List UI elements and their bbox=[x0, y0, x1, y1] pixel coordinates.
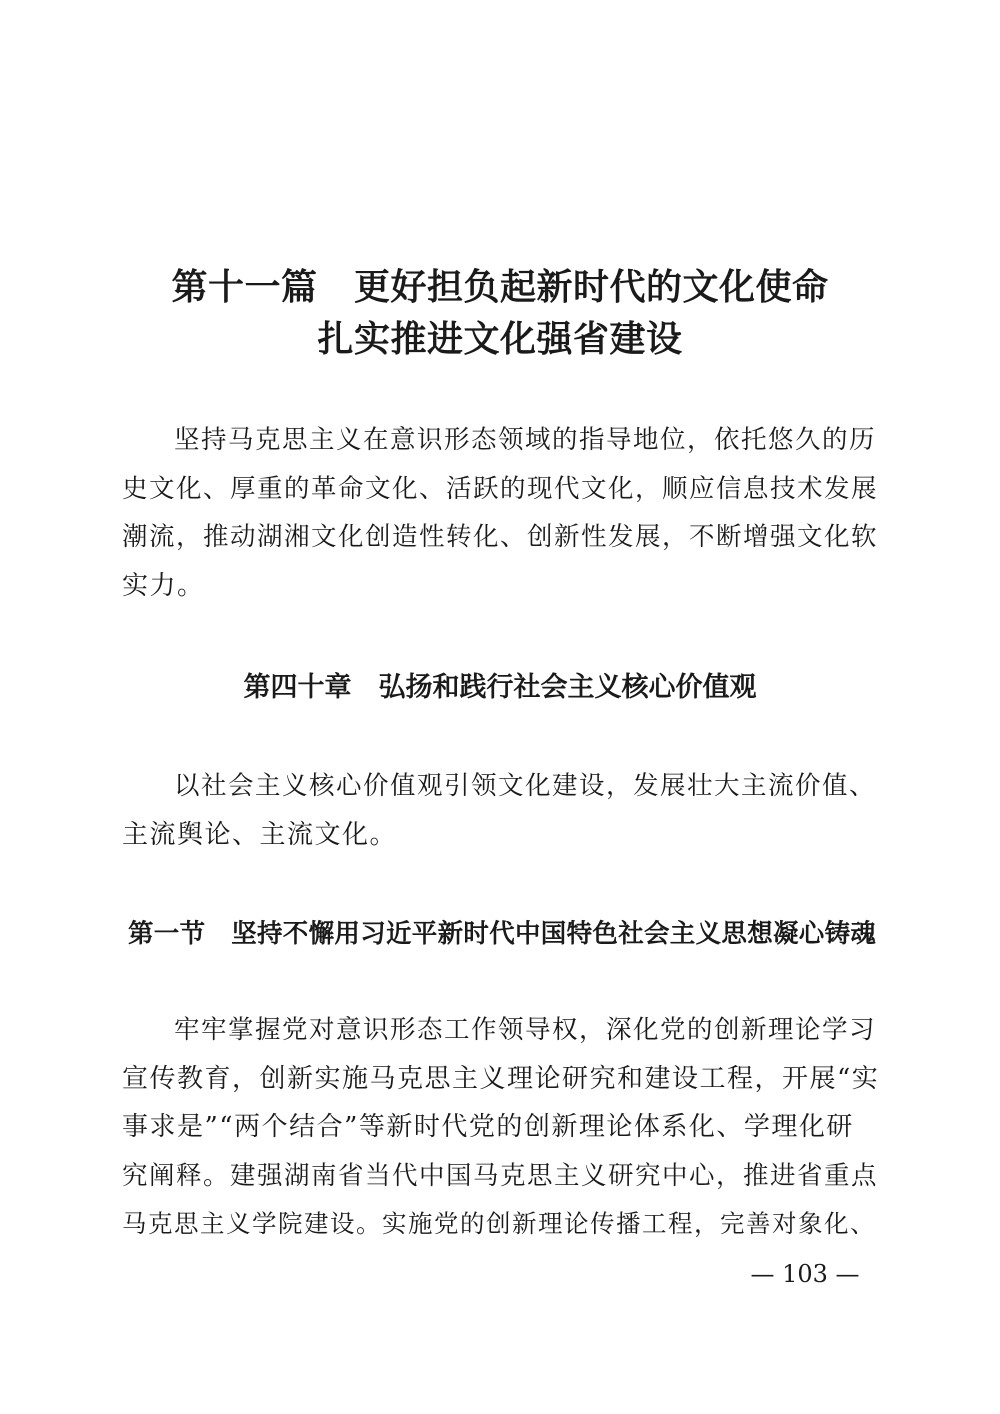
intro-line-3: 潮流，推动湖湘文化创造性转化、创新性发展，不断增强文化软 bbox=[122, 522, 879, 552]
section-title: 第一节 坚持不懈用习近平新时代中国特色社会主义思想凝心铸魂 bbox=[128, 919, 877, 949]
section-line-4: 究阐释。建强湖南省当代中国马克思主义研究中心，推进省重点 bbox=[122, 1160, 879, 1191]
section-line-1: 牢牢掌握党对意识形态工作领导权，深化党的创新理论学习 bbox=[174, 1015, 877, 1045]
intro-line-1: 坚持马克思主义在意识形态领域的指导地位，依托悠久的历 bbox=[174, 425, 877, 455]
intro-paragraph bbox=[122, 416, 882, 610]
chapter-paragraph bbox=[122, 762, 882, 859]
part-title-line-1: 第十一篇 更好担负起新时代的文化使命 bbox=[171, 267, 829, 308]
section-line-3: 事求是”“两个结合”等新时代党的创新理论体系化、学理化研 bbox=[122, 1112, 854, 1142]
part-title-line-2: 扎实推进文化强省建设 bbox=[317, 319, 683, 360]
section-line-5: 马克思主义学院建设。实施党的创新理论传播工程，完善对象化、 bbox=[122, 1209, 876, 1238]
chapter-line-2: 主流舆论、主流文化。 bbox=[122, 819, 398, 850]
chapter-line-1: 以社会主义核心价值观引领文化建设，发展壮大主流价值、 bbox=[174, 771, 877, 801]
section-line-2: 宣传教育，创新实施马克思主义理论研究和建设工程，开展“实 bbox=[122, 1063, 880, 1094]
intro-line-2: 史文化、厚重的革命文化、活跃的现代文化，顺应信息技术发展 bbox=[122, 473, 879, 504]
intro-line-4: 实力。 bbox=[122, 570, 205, 601]
section-paragraph bbox=[122, 1006, 882, 1249]
page-number: — 103 — bbox=[750, 1260, 860, 1288]
chapter-title: 第四十章 弘扬和践行社会主义核心价值观 bbox=[243, 672, 757, 703]
part-title bbox=[100, 262, 900, 366]
